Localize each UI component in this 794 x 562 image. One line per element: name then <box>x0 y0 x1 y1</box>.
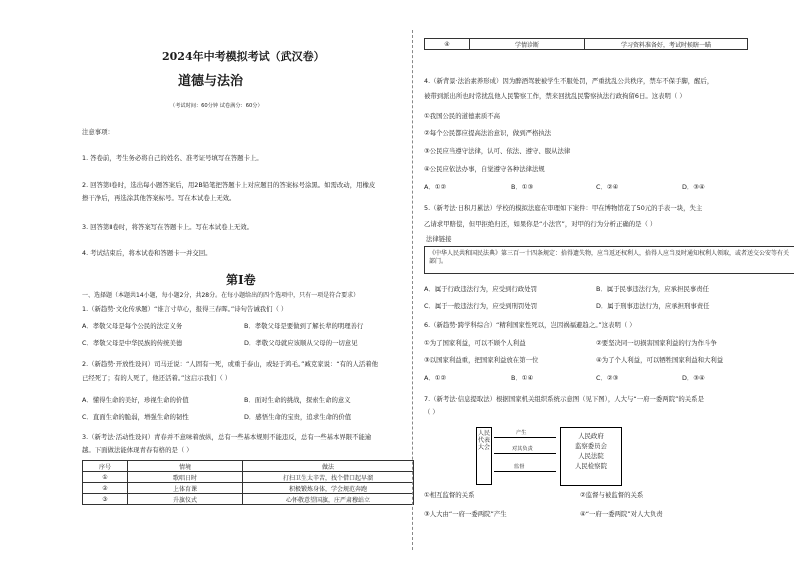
arrow-label-produce: 产生 <box>516 430 527 436</box>
q3-cell: 打扫卫生太辛苦，找个借口起早溜 <box>243 472 414 483</box>
q6-choice-b: B．①④ <box>511 374 534 382</box>
q3-cell: ③ <box>83 494 128 505</box>
q4-stem2: 被带到派出所也时常扰乱他人民警察工作，禁来回扰乱民警察执法行政拘留6日。这表明（ ） <box>424 92 686 100</box>
organ-government: 人民政府 <box>578 432 604 440</box>
q4-choice-c: C．②④ <box>596 183 619 191</box>
q3-cell: 升旗仪式 <box>128 494 243 505</box>
q3-cell: ① <box>83 472 128 483</box>
q3-cell: 歌唱日时 <box>128 472 243 483</box>
section-intro: 一、选择题（本题共14小题，每小题2分，共28分。在每小题给出的四个选项中，只有一项是符合要求） <box>82 292 360 299</box>
q4-choice-b: B．①③ <box>511 183 534 191</box>
q5-option-d: D．属于刑事违法行为，应承担刑事责任 <box>596 302 710 310</box>
q7-item-3: ③人大由“一府一委两院”产生 <box>424 510 507 518</box>
arrow-responsible <box>494 453 556 454</box>
q5-option-a: A．属于行政违法行为，应受到行政处罚 <box>424 285 538 293</box>
q6-item-3: ③以国家利益重，把国家利益放在第一位 <box>424 356 539 364</box>
column-divider <box>412 30 413 550</box>
q1-stem: 1.（新趋势·文化传承题）“谁言寸草心，报得三春晖。”诗句告诫我们（ ） <box>82 305 288 313</box>
q3-table <box>82 460 414 505</box>
q2-option-d: D．感悟生命的宝贵，追求生命的价值 <box>244 413 352 421</box>
notice-4: 4. 考试结束后，将本试卷和答题卡一并交回。 <box>82 249 212 257</box>
q2-stem2: 已经死了；有的人死了，他还活着。”这启示我们（ ） <box>82 374 232 382</box>
arrow-label-supervise: 监督 <box>514 464 525 470</box>
exam-info: （考试时间：60分钟 试卷满分：60分） <box>170 103 263 109</box>
org-diagram <box>476 425 676 485</box>
q3-cell: 学情诊断 <box>470 39 585 50</box>
q4-choice-d: D．③④ <box>682 183 705 191</box>
law-text: 《中华人民共和国民法典》第三百一十四条规定：拾得遗失物，应当返还权利人，拾得人应当及时通知权利人领取，或者送交公安等有关部门。 <box>429 250 790 265</box>
q4-stem: 4.（新背景·法治素养形成）因为醉酒驾驶被学生不服处罚，严重扰乱公共秩序，禁车不保手脚，醒后， <box>424 77 714 85</box>
q2-option-a: A．懂得生命的美好，珍视生命的价值 <box>82 396 189 404</box>
subject-title: 道德与法治 <box>178 74 244 89</box>
q4-item-4: ④公民应依法办事，自觉遵守各种法律法规 <box>424 165 545 173</box>
q3-stem2: 越。下面做法能体现青春有格的是（ ） <box>82 446 193 454</box>
organ-supervision: 监察委员会 <box>575 442 607 450</box>
state-organs-box <box>560 427 622 486</box>
q4-item-3: ③公民应当遵守法律，认可、依法、遵守、服从法律 <box>424 147 571 155</box>
q3-cell: 积极锻炼身体，学会规范奔跑 <box>243 483 414 494</box>
q3-table-continued <box>424 38 748 50</box>
q6-choice-d: D．③④ <box>682 374 705 382</box>
q5-stem: 5.（新考法·日积月累法）学校的模拟法庭在审理如下案件：甲在博物馆花了50元的手表一块，失主 <box>424 204 703 212</box>
notice-1: 1. 答卷前，考生务必将自己的姓名、准考证号填写在答题卡上。 <box>82 154 263 162</box>
q5-option-b: B．属于民事违法行为，应承担民事责任 <box>596 285 710 293</box>
law-title: 法律链接 <box>426 235 452 243</box>
q3-cell: ④ <box>425 39 470 50</box>
q3-cell: 上体育课 <box>128 483 243 494</box>
q3-cell: 心怀敬意望国旗，庄严肃穆站立 <box>243 494 414 505</box>
q3-cell: 学习资料准备好，考试时候瞎一瞄 <box>585 39 748 50</box>
q6-item-1: ①为了国家利益，可以不顾个人利益 <box>424 339 526 347</box>
q1-option-d: D．孝敬父母就应该顺从父母的一切意见 <box>244 339 358 347</box>
notice-title: 注意事项： <box>82 128 114 136</box>
q6-item-4: ④为了个人利益，可以牺牲国家利益和大利益 <box>596 356 724 364</box>
law-box <box>424 246 794 274</box>
q2-stem: 2.（新趋势·开放性设问）司马迁说：“人固有一死，或重于泰山，或轻于鸿毛。”臧克家说：“有的人活着他 <box>82 360 379 368</box>
q7-item-1: ①相互监督的关系 <box>424 491 475 499</box>
q6-stem: 6.（新趋势·跨学科综合）“精利国家性死以，岂因祸福避趋之。”这表明（ ） <box>424 321 636 329</box>
q4-item-1: ①我国公民的道德素质不高 <box>424 112 501 120</box>
q1-option-b: B．孝敬父母是要做到了解长辈的明理善行 <box>244 322 364 330</box>
exam-title: 2024年中考模拟考试（武汉卷） <box>162 50 325 63</box>
organ-procuratorate: 人民检察院 <box>575 462 607 470</box>
notice-2: 2. 回答第Ⅰ卷时，选出每小题答案后，用2B铅笔把答题卡上对应题目的答案标号涂黑。如需改动，用橡皮 <box>82 181 376 189</box>
notice-3: 3. 回答第Ⅱ卷时，将答案写在答题卡上。写在本试卷上无效。 <box>82 223 254 231</box>
q3-stem: 3.（新考法·活动性设问）青春并不意味着放纵，总有一些基本规则不能违反，总有一些基本界限不能逾 <box>82 433 372 441</box>
q3-cell: ② <box>83 483 128 494</box>
q6-choice-a: A．①② <box>424 374 447 382</box>
q6-item-2: ②要坚决同一切损害国家利益的行为作斗争 <box>596 339 717 347</box>
q1-option-a: A．孝敬父母是每个公民的法定义务 <box>82 322 183 330</box>
q7-stem: 7.（新考法·信息提取法）根据国家机关组织系统示意图（见下图），人大与“一府一委两院”的关系是 <box>424 395 704 403</box>
q2-option-c: C．直面生命的脆弱，增强生命的韧性 <box>82 413 189 421</box>
people-congress-box: 人民代表大会 <box>476 427 492 485</box>
q5-stem2: 乙请求甲赔偿，但甲拒绝归还，如果你是“小法官”，对甲的行为分析正确的是（ ） <box>424 220 657 228</box>
notice-2b: 擦干净后，再选涂其他答案标号。写在本试卷上无效。 <box>82 194 236 202</box>
q7-item-4: ④“一府一委两院”对人大负责 <box>580 510 663 518</box>
q4-item-2: ②每个公民都应提高法治意识，做到严格执法 <box>424 129 552 137</box>
q4-choice-a: A．①② <box>424 183 447 191</box>
q2-option-b: B．面对生命的挑战，探索生命的意义 <box>244 396 351 404</box>
q3-header-num: 序号 <box>83 461 128 472</box>
q1-option-c: C．孝敬父母是中华民族的传统美德 <box>82 339 183 347</box>
q3-header-scene: 情境 <box>128 461 243 472</box>
q6-choice-c: C．②③ <box>596 374 619 382</box>
organ-court: 人民法院 <box>578 452 604 460</box>
q3-header-action: 做法 <box>243 461 414 472</box>
arrow-label-responsible: 对其负责 <box>512 446 533 452</box>
q7-stem2: （ ） <box>424 408 439 416</box>
arrow-supervise <box>494 471 556 472</box>
part-title: 第Ⅰ卷 <box>226 273 256 287</box>
q7-item-2: ②监督与被监督的关系 <box>580 491 644 499</box>
q5-option-c: C．属于一般违法行为，应受到刑罚处罚 <box>424 302 538 310</box>
arrow-produce <box>494 437 556 438</box>
